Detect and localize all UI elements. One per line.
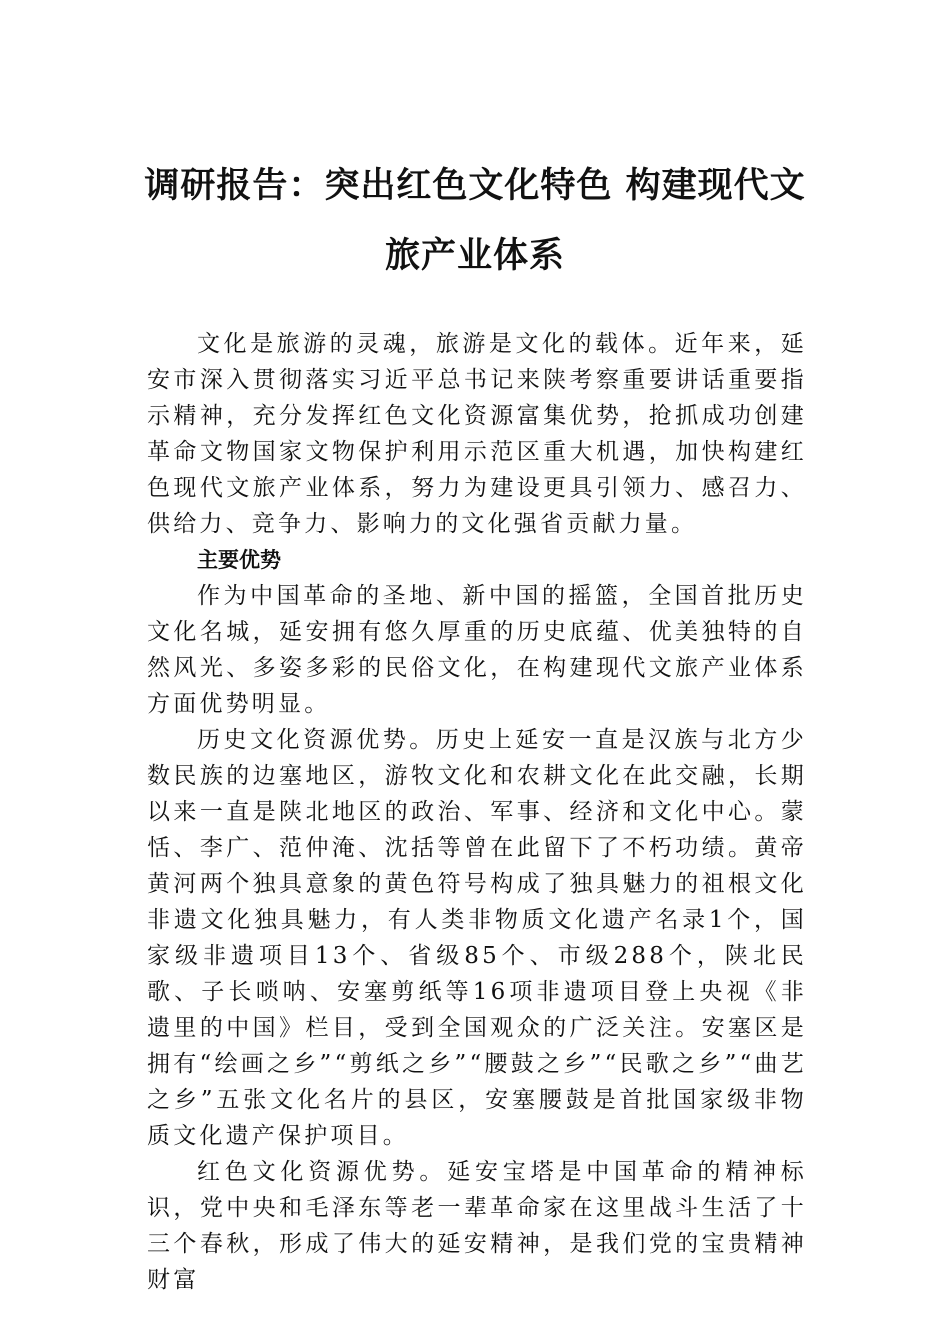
section-heading: 主要优势: [197, 548, 281, 572]
red-culture-paragraph: 红色文化资源优势。延安宝塔是中国革命的精神标识，党中央和毛泽东等老一辈革命家在这里战斗生活了十三个春秋，形成了伟大的延安精神，是我们党的宝贵精神财富: [147, 1159, 807, 1293]
history-paragraph: 历史文化资源优势。历史上延安一直是汉族与北方少数民族的边塞地区，游牧文化和农耕文化在此交融，长期以来一直是陕北地区的政治、军事、经济和文化中心。蒙恬、李广、范仲淹、沈括等曾在此留下了不朽功绩。黄帝黄河两个独具意象的黄色符号构成了独具魅力的祖根文化非遗文化独具魅力，有人类非物质文化遗产名录1个，国家级非遗项目13个、省级85个、市级288个，陕北民歌、子长唢呐、安塞剪纸等16项非遗项目登上央视《非遗里的中国》栏目，受到全国观众的广泛关注。安塞区是拥有“绘画之乡”“剪纸之乡”“腰鼓之乡”“民歌之乡”“曲艺之乡”五张文化名片的县区，安塞腰鼓是首批国家级非物质文化遗产保护项目。: [147, 727, 807, 1149]
document-title-line-1: 调研报告：突出红色文化特色 构建现代文: [144, 165, 806, 206]
intro-paragraph: 文化是旅游的灵魂，旅游是文化的载体。近年来，延安市深入贯彻落实习近平总书记来陕考察重要讲话重要指示精神，充分发挥红色文化资源富集优势，抢抓成功创建革命文物国家文物保护利用示范区重大机遇，加快构建红色现代文旅产业体系，努力为建设更具引领力、感召力、供给力、竞争力、影响力的文化强省贡献力量。: [147, 331, 807, 537]
advantages-paragraph: 作为中国革命的圣地、新中国的摇篮，全国首批历史文化名城，延安拥有悠久厚重的历史底蕴、优美独特的自然风光、多姿多彩的民俗文化，在构建现代文旅产业体系方面优势明显。: [147, 583, 807, 717]
document-title-line-2: 旅产业体系: [384, 235, 565, 276]
document-body: [147, 326, 807, 1298]
